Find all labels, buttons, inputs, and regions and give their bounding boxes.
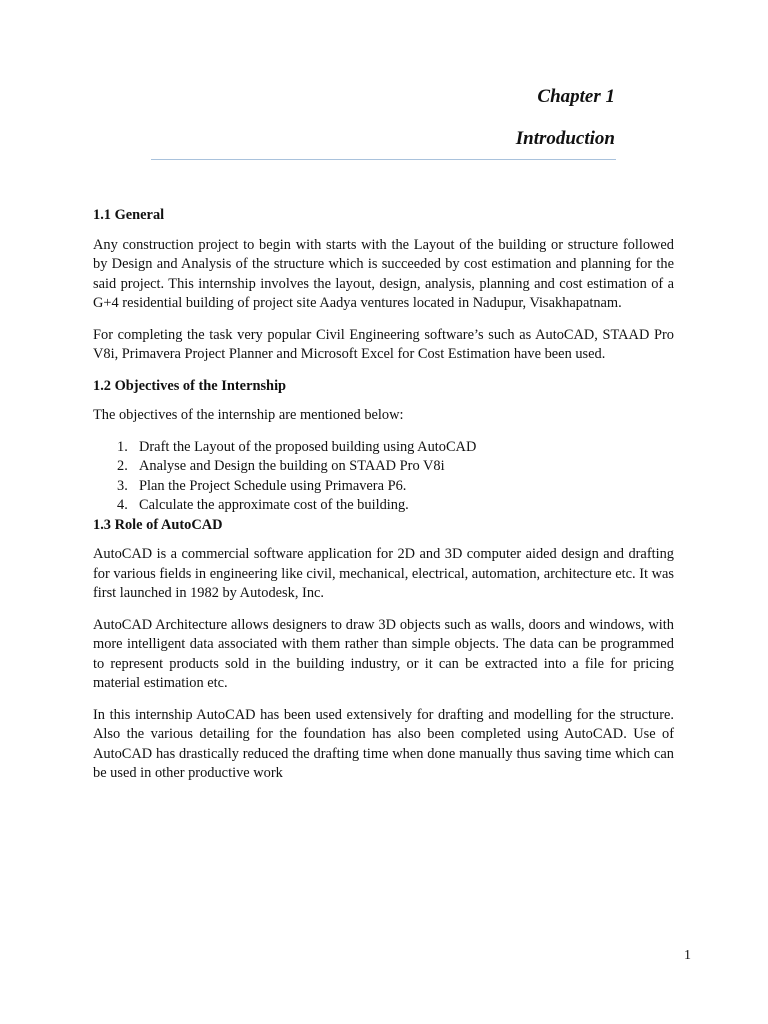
page-number: 1 <box>684 948 691 963</box>
autocad-paragraph-2: AutoCAD Architecture allows designers to draw 3D objects such as walls, doors and windows, with more intelligent data associated with them rather than simple objects. The data can be programmed to represent products sold in the building industry, or it can be extracted into a file for pricing material estimation etc. <box>93 616 674 691</box>
autocad-paragraph-1: AutoCAD is a commercial software application for 2D and 3D computer aided design and drafting for various fields in engineering like civil, mechanical, electrical, automation, architecture etc. It was first launched in 1982 by Autodesk, Inc. <box>93 546 674 601</box>
list-item-number: 2. <box>117 458 128 474</box>
chapter-title: Introduction <box>515 128 615 149</box>
section-heading-objectives: 1.2 Objectives of the Internship <box>93 377 287 394</box>
general-paragraph-1: Any construction project to begin with starts with the Layout of the building or structure followed by Design and Analysis of the structure which is succeeded by cost estimation and planning for the said project. This internship involves the layout, design, analysis, planning and cost estimation of a G+4 residential building of project site Aadya ventures located in Nadupur, Visakhapatnam. <box>93 236 674 311</box>
autocad-paragraph-3: In this internship AutoCAD has been used extensively for drafting and modelling for the structure. Also the various detailing for the foundation has also been completed using AutoCAD. Use of AutoCAD has drastically reduced the drafting time when done manually thus saving time which can be used in other productive work <box>93 706 674 781</box>
chapter-label: Chapter 1 <box>537 86 615 107</box>
list-item-number: 4. <box>117 497 128 513</box>
list-item <box>117 477 674 497</box>
objectives-intro: The objectives of the internship are mentioned below: <box>93 407 404 423</box>
list-item <box>117 496 674 516</box>
list-item-text: Analyse and Design the building on STAAD Pro V8i <box>139 458 445 474</box>
list-item-text: Draft the Layout of the proposed building using AutoCAD <box>139 438 477 455</box>
list-item-number: 1. <box>117 438 128 455</box>
chapter-body <box>93 206 674 796</box>
general-paragraph-2: For completing the task very popular Civil Engineering software’s such as AutoCAD, STAAD Pro V8i, Primavera Project Planner and Microsoft Excel for Cost Estimation have been used. <box>93 326 674 362</box>
list-item-number: 3. <box>117 477 128 494</box>
list-item <box>117 457 674 477</box>
title-divider <box>151 159 616 160</box>
list-item-text: Calculate the approximate cost of the building. <box>139 497 409 513</box>
list-item <box>117 438 674 458</box>
section-heading-autocad: 1.3 Role of AutoCAD <box>93 516 223 533</box>
objectives-list <box>93 438 674 516</box>
section-heading-general: 1.1 General <box>93 207 165 223</box>
list-item-text: Plan the Project Schedule using Primavera P6. <box>139 477 407 494</box>
